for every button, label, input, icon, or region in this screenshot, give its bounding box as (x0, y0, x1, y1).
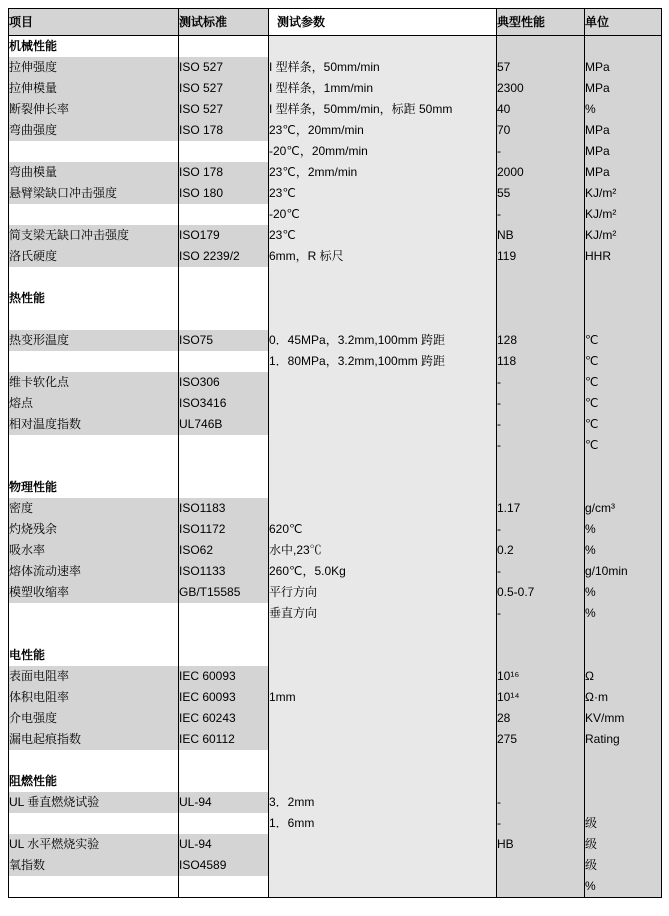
table-row (9, 435, 662, 456)
typical-value-cell: - (497, 792, 585, 813)
property-name-cell: 弯曲强度 (9, 120, 179, 141)
unit-cell: % (585, 99, 662, 120)
test-standard-cell: UL746B (179, 414, 269, 435)
property-name-cell (9, 351, 179, 372)
unit-cell (585, 792, 662, 813)
property-name-cell (9, 813, 179, 834)
spacer-item-cell (9, 624, 179, 645)
unit-cell: MPa (585, 78, 662, 99)
spacer-row (9, 624, 662, 645)
typical-value-cell: - (497, 414, 585, 435)
test-standard-cell: ISO 527 (179, 78, 269, 99)
test-standard-cell (179, 435, 269, 456)
test-parameter-cell: I 型样条，50mm/min (269, 57, 497, 78)
unit-cell: % (585, 603, 662, 624)
header-standard: 测试标准 (179, 9, 269, 36)
section-typical-cell (497, 645, 585, 666)
test-parameter-cell: 0．45MPa，3.2mm,100mm 跨距 (269, 330, 497, 351)
test-standard-cell: ISO 2239/2 (179, 246, 269, 267)
typical-value-cell: 0.2 (497, 540, 585, 561)
property-name-cell: 漏电起痕指数 (9, 729, 179, 750)
test-parameter-cell (269, 834, 497, 855)
test-parameter-cell: 1mm (269, 687, 497, 708)
typical-value-cell: 118 (497, 351, 585, 372)
section-standard-cell (179, 288, 269, 309)
typical-value-cell: - (497, 141, 585, 162)
unit-cell: % (585, 582, 662, 603)
section-unit-cell (585, 645, 662, 666)
unit-cell: ℃ (585, 372, 662, 393)
test-parameter-cell: 23℃，2mm/min (269, 162, 497, 183)
test-standard-cell: ISO62 (179, 540, 269, 561)
spacer-unit-cell (585, 267, 662, 288)
section-title: 阻燃性能 (9, 771, 179, 792)
test-standard-cell (179, 141, 269, 162)
test-parameter-cell: 260℃，5.0Kg (269, 561, 497, 582)
table-row (9, 834, 662, 855)
unit-cell: MPa (585, 141, 662, 162)
test-parameter-cell: 垂直方向 (269, 603, 497, 624)
property-name-cell: 熔体流动速率 (9, 561, 179, 582)
table-row (9, 78, 662, 99)
spacer-standard-cell (179, 267, 269, 288)
property-name-cell: 洛氏硬度 (9, 246, 179, 267)
table-row (9, 519, 662, 540)
test-parameter-cell (269, 666, 497, 687)
spacer-parameter-cell (269, 456, 497, 477)
test-parameter-cell (269, 435, 497, 456)
spacer-standard-cell (179, 624, 269, 645)
test-standard-cell: ISO4589 (179, 855, 269, 876)
typical-value-cell: - (497, 561, 585, 582)
unit-cell: % (585, 876, 662, 898)
property-name-cell (9, 876, 179, 898)
unit-cell: Rating (585, 729, 662, 750)
test-parameter-cell: I 型样条，50mm/min，标距 50mm (269, 99, 497, 120)
section-unit-cell (585, 771, 662, 792)
typical-value-cell: HB (497, 834, 585, 855)
unit-cell: % (585, 519, 662, 540)
test-standard-cell: IEC 60243 (179, 708, 269, 729)
test-parameter-cell: 平行方向 (269, 582, 497, 603)
property-name-cell: 表面电阻率 (9, 666, 179, 687)
typical-value-cell: - (497, 204, 585, 225)
material-property-table (8, 8, 662, 898)
unit-cell: MPa (585, 162, 662, 183)
spacer-unit-cell (585, 456, 662, 477)
property-name-cell: 拉伸强度 (9, 57, 179, 78)
typical-value-cell: - (497, 603, 585, 624)
table-row (9, 708, 662, 729)
test-parameter-cell: 水中,23℃ (269, 540, 497, 561)
section-title: 热性能 (9, 288, 179, 309)
section-parameter-cell (269, 288, 497, 309)
unit-cell: MPa (585, 57, 662, 78)
test-standard-cell: ISO 527 (179, 57, 269, 78)
typical-value-cell: - (497, 372, 585, 393)
section-parameter-cell (269, 36, 497, 58)
test-parameter-cell: 6mm，R 标尺 (269, 246, 497, 267)
property-name-cell: 灼烧残余 (9, 519, 179, 540)
table-row (9, 99, 662, 120)
property-name-cell: 维卡软化点 (9, 372, 179, 393)
test-parameter-cell: 3．2mm (269, 792, 497, 813)
typical-value-cell: 10¹⁶ (497, 666, 585, 687)
header-typical: 典型性能 (497, 9, 585, 36)
table-row (9, 372, 662, 393)
test-parameter-cell: 620℃ (269, 519, 497, 540)
section-row (9, 36, 662, 58)
typical-value-cell: 128 (497, 330, 585, 351)
unit-cell: 级 (585, 813, 662, 834)
section-title: 电性能 (9, 645, 179, 666)
section-typical-cell (497, 288, 585, 309)
test-parameter-cell (269, 855, 497, 876)
section-standard-cell (179, 645, 269, 666)
table-row (9, 729, 662, 750)
spacer-item-cell (9, 456, 179, 477)
spacer-parameter-cell (269, 624, 497, 645)
test-standard-cell: IEC 60112 (179, 729, 269, 750)
test-parameter-cell (269, 708, 497, 729)
table-row (9, 246, 662, 267)
test-standard-cell: ISO1183 (179, 498, 269, 519)
table-row (9, 498, 662, 519)
test-standard-cell (179, 813, 269, 834)
header-unit: 单位 (585, 9, 662, 36)
unit-cell: KJ/m² (585, 225, 662, 246)
section-typical-cell (497, 771, 585, 792)
property-name-cell (9, 141, 179, 162)
typical-value-cell: 10¹⁴ (497, 687, 585, 708)
spacer-standard-cell (179, 309, 269, 330)
spacer-parameter-cell (269, 309, 497, 330)
typical-value-cell (497, 876, 585, 898)
property-name-cell: 拉伸模量 (9, 78, 179, 99)
section-standard-cell (179, 771, 269, 792)
table-row (9, 330, 662, 351)
test-standard-cell (179, 204, 269, 225)
section-row (9, 288, 662, 309)
section-typical-cell (497, 36, 585, 58)
header-parameter: 测试参数 (269, 9, 497, 36)
typical-value-cell: 2000 (497, 162, 585, 183)
unit-cell: Ω·m (585, 687, 662, 708)
typical-value-cell: NB (497, 225, 585, 246)
test-standard-cell (179, 876, 269, 898)
unit-cell: % (585, 540, 662, 561)
test-standard-cell (179, 351, 269, 372)
typical-value-cell: 1.17 (497, 498, 585, 519)
table-row (9, 855, 662, 876)
section-typical-cell (497, 477, 585, 498)
property-name-cell (9, 204, 179, 225)
spacer-parameter-cell (269, 750, 497, 771)
table-row (9, 561, 662, 582)
spacer-standard-cell (179, 456, 269, 477)
typical-value-cell: 55 (497, 183, 585, 204)
test-parameter-cell: -20℃ (269, 204, 497, 225)
table-row (9, 141, 662, 162)
property-name-cell: 热变形温度 (9, 330, 179, 351)
test-standard-cell: UL-94 (179, 834, 269, 855)
typical-value-cell: - (497, 393, 585, 414)
section-standard-cell (179, 36, 269, 58)
property-name-cell (9, 435, 179, 456)
test-standard-cell: ISO1172 (179, 519, 269, 540)
table-row (9, 582, 662, 603)
spacer-typical-cell (497, 456, 585, 477)
spacer-typical-cell (497, 309, 585, 330)
property-name-cell: 相对温度指数 (9, 414, 179, 435)
test-parameter-cell (269, 372, 497, 393)
section-title: 物理性能 (9, 477, 179, 498)
property-name-cell: 氧指数 (9, 855, 179, 876)
spacer-row (9, 267, 662, 288)
typical-value-cell: - (497, 519, 585, 540)
typical-value-cell: 275 (497, 729, 585, 750)
table-row (9, 120, 662, 141)
spacer-item-cell (9, 309, 179, 330)
typical-value-cell: 28 (497, 708, 585, 729)
unit-cell: HHR (585, 246, 662, 267)
table-row (9, 204, 662, 225)
table-row (9, 414, 662, 435)
property-name-cell: 体积电阻率 (9, 687, 179, 708)
test-standard-cell: ISO 178 (179, 120, 269, 141)
unit-cell: KJ/m² (585, 204, 662, 225)
test-standard-cell: ISO1133 (179, 561, 269, 582)
table-row (9, 351, 662, 372)
spacer-parameter-cell (269, 267, 497, 288)
unit-cell: ℃ (585, 393, 662, 414)
test-standard-cell: GB/T15585 (179, 582, 269, 603)
test-parameter-cell (269, 393, 497, 414)
property-name-cell: 吸水率 (9, 540, 179, 561)
table-row (9, 393, 662, 414)
table-row (9, 666, 662, 687)
property-name-cell: 熔点 (9, 393, 179, 414)
property-name-cell: 模塑收缩率 (9, 582, 179, 603)
spacer-typical-cell (497, 267, 585, 288)
typical-value-cell: 119 (497, 246, 585, 267)
unit-cell: ℃ (585, 351, 662, 372)
unit-cell: 级 (585, 855, 662, 876)
typical-value-cell: 70 (497, 120, 585, 141)
unit-cell: g/cm³ (585, 498, 662, 519)
spacer-typical-cell (497, 624, 585, 645)
test-parameter-cell (269, 729, 497, 750)
test-standard-cell (179, 603, 269, 624)
section-row (9, 477, 662, 498)
spacer-item-cell (9, 750, 179, 771)
spacer-row (9, 750, 662, 771)
table-row (9, 876, 662, 898)
spacer-item-cell (9, 267, 179, 288)
property-name-cell: 断裂伸长率 (9, 99, 179, 120)
typical-value-cell: - (497, 813, 585, 834)
property-name-cell: UL 垂直燃烧试验 (9, 792, 179, 813)
section-unit-cell (585, 477, 662, 498)
typical-value-cell: 2300 (497, 78, 585, 99)
section-parameter-cell (269, 477, 497, 498)
unit-cell: KV/mm (585, 708, 662, 729)
unit-cell: MPa (585, 120, 662, 141)
table-header-row (9, 9, 662, 36)
table-row (9, 183, 662, 204)
test-standard-cell: ISO3416 (179, 393, 269, 414)
property-name-cell (9, 603, 179, 624)
test-parameter-cell: -20℃，20mm/min (269, 141, 497, 162)
table-row (9, 687, 662, 708)
unit-cell: 级 (585, 834, 662, 855)
test-standard-cell: ISO 180 (179, 183, 269, 204)
spacer-row (9, 456, 662, 477)
section-row (9, 645, 662, 666)
table-body (9, 9, 662, 898)
typical-value-cell: 0.5-0.7 (497, 582, 585, 603)
property-name-cell: 悬臂梁缺口冲击强度 (9, 183, 179, 204)
property-name-cell: 简支梁无缺口冲击强度 (9, 225, 179, 246)
test-standard-cell: IEC 60093 (179, 687, 269, 708)
spacer-typical-cell (497, 750, 585, 771)
table-row (9, 162, 662, 183)
spacer-standard-cell (179, 750, 269, 771)
test-parameter-cell: 23℃，20mm/min (269, 120, 497, 141)
unit-cell: g/10min (585, 561, 662, 582)
test-standard-cell: ISO 178 (179, 162, 269, 183)
test-standard-cell: UL-94 (179, 792, 269, 813)
test-parameter-cell: 1．80MPa，3.2mm,100mm 跨距 (269, 351, 497, 372)
test-parameter-cell (269, 498, 497, 519)
unit-cell: KJ/m² (585, 183, 662, 204)
table-row (9, 540, 662, 561)
property-name-cell: 介电强度 (9, 708, 179, 729)
test-standard-cell: ISO75 (179, 330, 269, 351)
spacer-unit-cell (585, 750, 662, 771)
typical-value-cell: 57 (497, 57, 585, 78)
test-standard-cell: ISO306 (179, 372, 269, 393)
table-row (9, 225, 662, 246)
section-parameter-cell (269, 771, 497, 792)
property-name-cell: 密度 (9, 498, 179, 519)
unit-cell: ℃ (585, 330, 662, 351)
table-row (9, 603, 662, 624)
section-unit-cell (585, 36, 662, 58)
spacer-row (9, 309, 662, 330)
test-standard-cell: ISO 527 (179, 99, 269, 120)
test-parameter-cell: 23℃ (269, 183, 497, 204)
test-standard-cell: ISO179 (179, 225, 269, 246)
section-unit-cell (585, 288, 662, 309)
table-row (9, 57, 662, 78)
test-parameter-cell: 23℃ (269, 225, 497, 246)
property-name-cell: UL 水平燃烧实验 (9, 834, 179, 855)
unit-cell: ℃ (585, 414, 662, 435)
test-parameter-cell: 1．6mm (269, 813, 497, 834)
typical-value-cell (497, 855, 585, 876)
spacer-unit-cell (585, 624, 662, 645)
test-parameter-cell: I 型样条，1mm/min (269, 78, 497, 99)
test-parameter-cell (269, 414, 497, 435)
property-name-cell: 弯曲模量 (9, 162, 179, 183)
unit-cell: ℃ (585, 435, 662, 456)
spacer-unit-cell (585, 309, 662, 330)
section-row (9, 771, 662, 792)
typical-value-cell: - (497, 435, 585, 456)
section-parameter-cell (269, 645, 497, 666)
table-row (9, 792, 662, 813)
typical-value-cell: 40 (497, 99, 585, 120)
header-item: 项目 (9, 9, 179, 36)
table-row (9, 813, 662, 834)
unit-cell: Ω (585, 666, 662, 687)
test-standard-cell: IEC 60093 (179, 666, 269, 687)
section-title: 机械性能 (9, 36, 179, 58)
test-parameter-cell (269, 876, 497, 898)
section-standard-cell (179, 477, 269, 498)
